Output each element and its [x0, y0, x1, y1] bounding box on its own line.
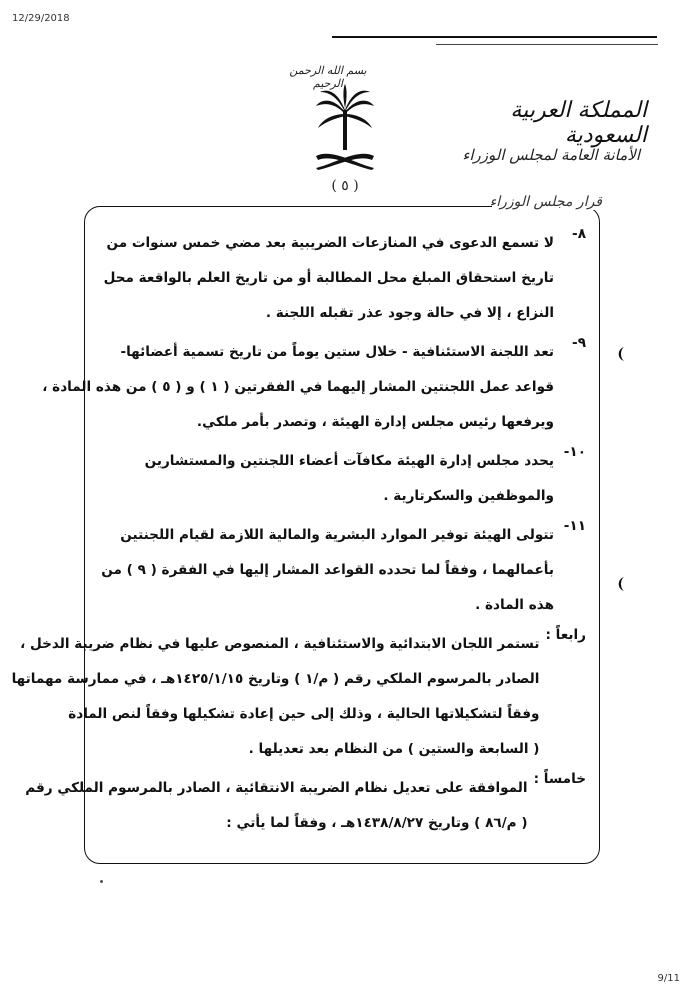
binder-hole-icon [614, 576, 628, 592]
section-line: تستمر اللجان الابتدائية والاستئنافية ، المنصوص عليها في نظام ضريبة الدخل ، [20, 636, 540, 652]
section-label: رابعاً : [545, 627, 586, 643]
section-fifth [25, 771, 586, 841]
section-line: وفقاً لتشكيلاتها الحالية ، وذلك إلى حين إعادة تشكيلها وفقاً لنص المادة [68, 706, 540, 722]
clause-8 [96, 226, 586, 331]
section-line: ( م/٨٦ ) وتاريخ ١٤٣٨/٨/٢٧هـ ، وفقاً لما يأتي : [226, 815, 528, 831]
clause-line: يحدد مجلس إدارة الهيئة مكافآت أعضاء اللجنتين والمستشارين [144, 453, 554, 469]
binder-hole-icon [614, 346, 628, 362]
decree-label: قرار مجلس الوزراء [489, 194, 602, 210]
clause-line: تتولى الهيئة توفير الموارد البشرية والمالية اللازمة لقيام اللجنتين [120, 527, 554, 543]
print-date: 12/29/2018 [12, 13, 70, 24]
section-label: خامساً : [533, 771, 586, 787]
clause-11 [96, 518, 586, 623]
section-line: الموافقة على تعديل نظام الضريبة الانتقائية ، الصادر بالمرسوم الملكي رقم [25, 780, 528, 796]
page-counter: 9/11 [657, 973, 680, 984]
clause-line: النزاع ، إلا في حالة وجود عذر تقبله اللجنة . [265, 305, 554, 321]
document-body [11, 226, 586, 845]
palm-swords-emblem-icon [312, 84, 378, 174]
kingdom-title: المملكة العربية السعودية [510, 98, 647, 148]
decree-page-number: ( ٥ ) [331, 178, 359, 194]
clause-line: تاريخ استحقاق المبلغ محل المطالبة أو من تاريخ العلم بالواقعة محل [103, 270, 554, 286]
clause-line: بأعمالهما ، وفقاً لما تحدده القواعد المشار إليها في الفقرة ( ٩ ) من [101, 562, 554, 578]
secretariat-title: الأمانة العامة لمجلس الوزراء [462, 146, 640, 164]
clause-line: لا تسمع الدعوى في المنازعات الضريبية بعد مضي خمس سنوات من [106, 235, 554, 251]
clause-line: والموظفين والسكرتارية . [383, 488, 554, 504]
clause-10 [96, 444, 586, 514]
section-line: ( السابعة والستين ) من النظام بعد تعديلها . [248, 741, 540, 757]
scan-speck [100, 880, 103, 883]
clause-9 [42, 335, 586, 440]
clause-number: ١١- [563, 518, 586, 534]
clause-number: ١٠- [563, 444, 586, 460]
clause-number: ٩- [572, 335, 586, 351]
clause-line: هذه المادة . [475, 597, 554, 613]
header-rule-thin [436, 44, 658, 45]
clause-line: قواعد عمل اللجنتين المشار إليهما في الفقرتين ( ١ ) و ( ٥ ) من هذه المادة ، [42, 379, 554, 395]
clause-line: تعد اللجنة الاستئنافية - خلال ستين يوماً من تاريخ تسمية أعضائها- [120, 344, 554, 360]
header-rule [332, 36, 657, 38]
basmala: بسم الله الرحمن الرحيم [289, 64, 367, 90]
clause-number: ٨- [572, 226, 586, 242]
section-line: الصادر بالمرسوم الملكي رقم ( م/١ ) وتاريخ ١٤٢٥/١/١٥هـ ، في ممارسة مهماتها [11, 671, 540, 687]
section-fourth [11, 627, 586, 767]
clause-line: ويرفعها رئيس مجلس إدارة الهيئة ، وتصدر بأمر ملكي. [196, 414, 554, 430]
